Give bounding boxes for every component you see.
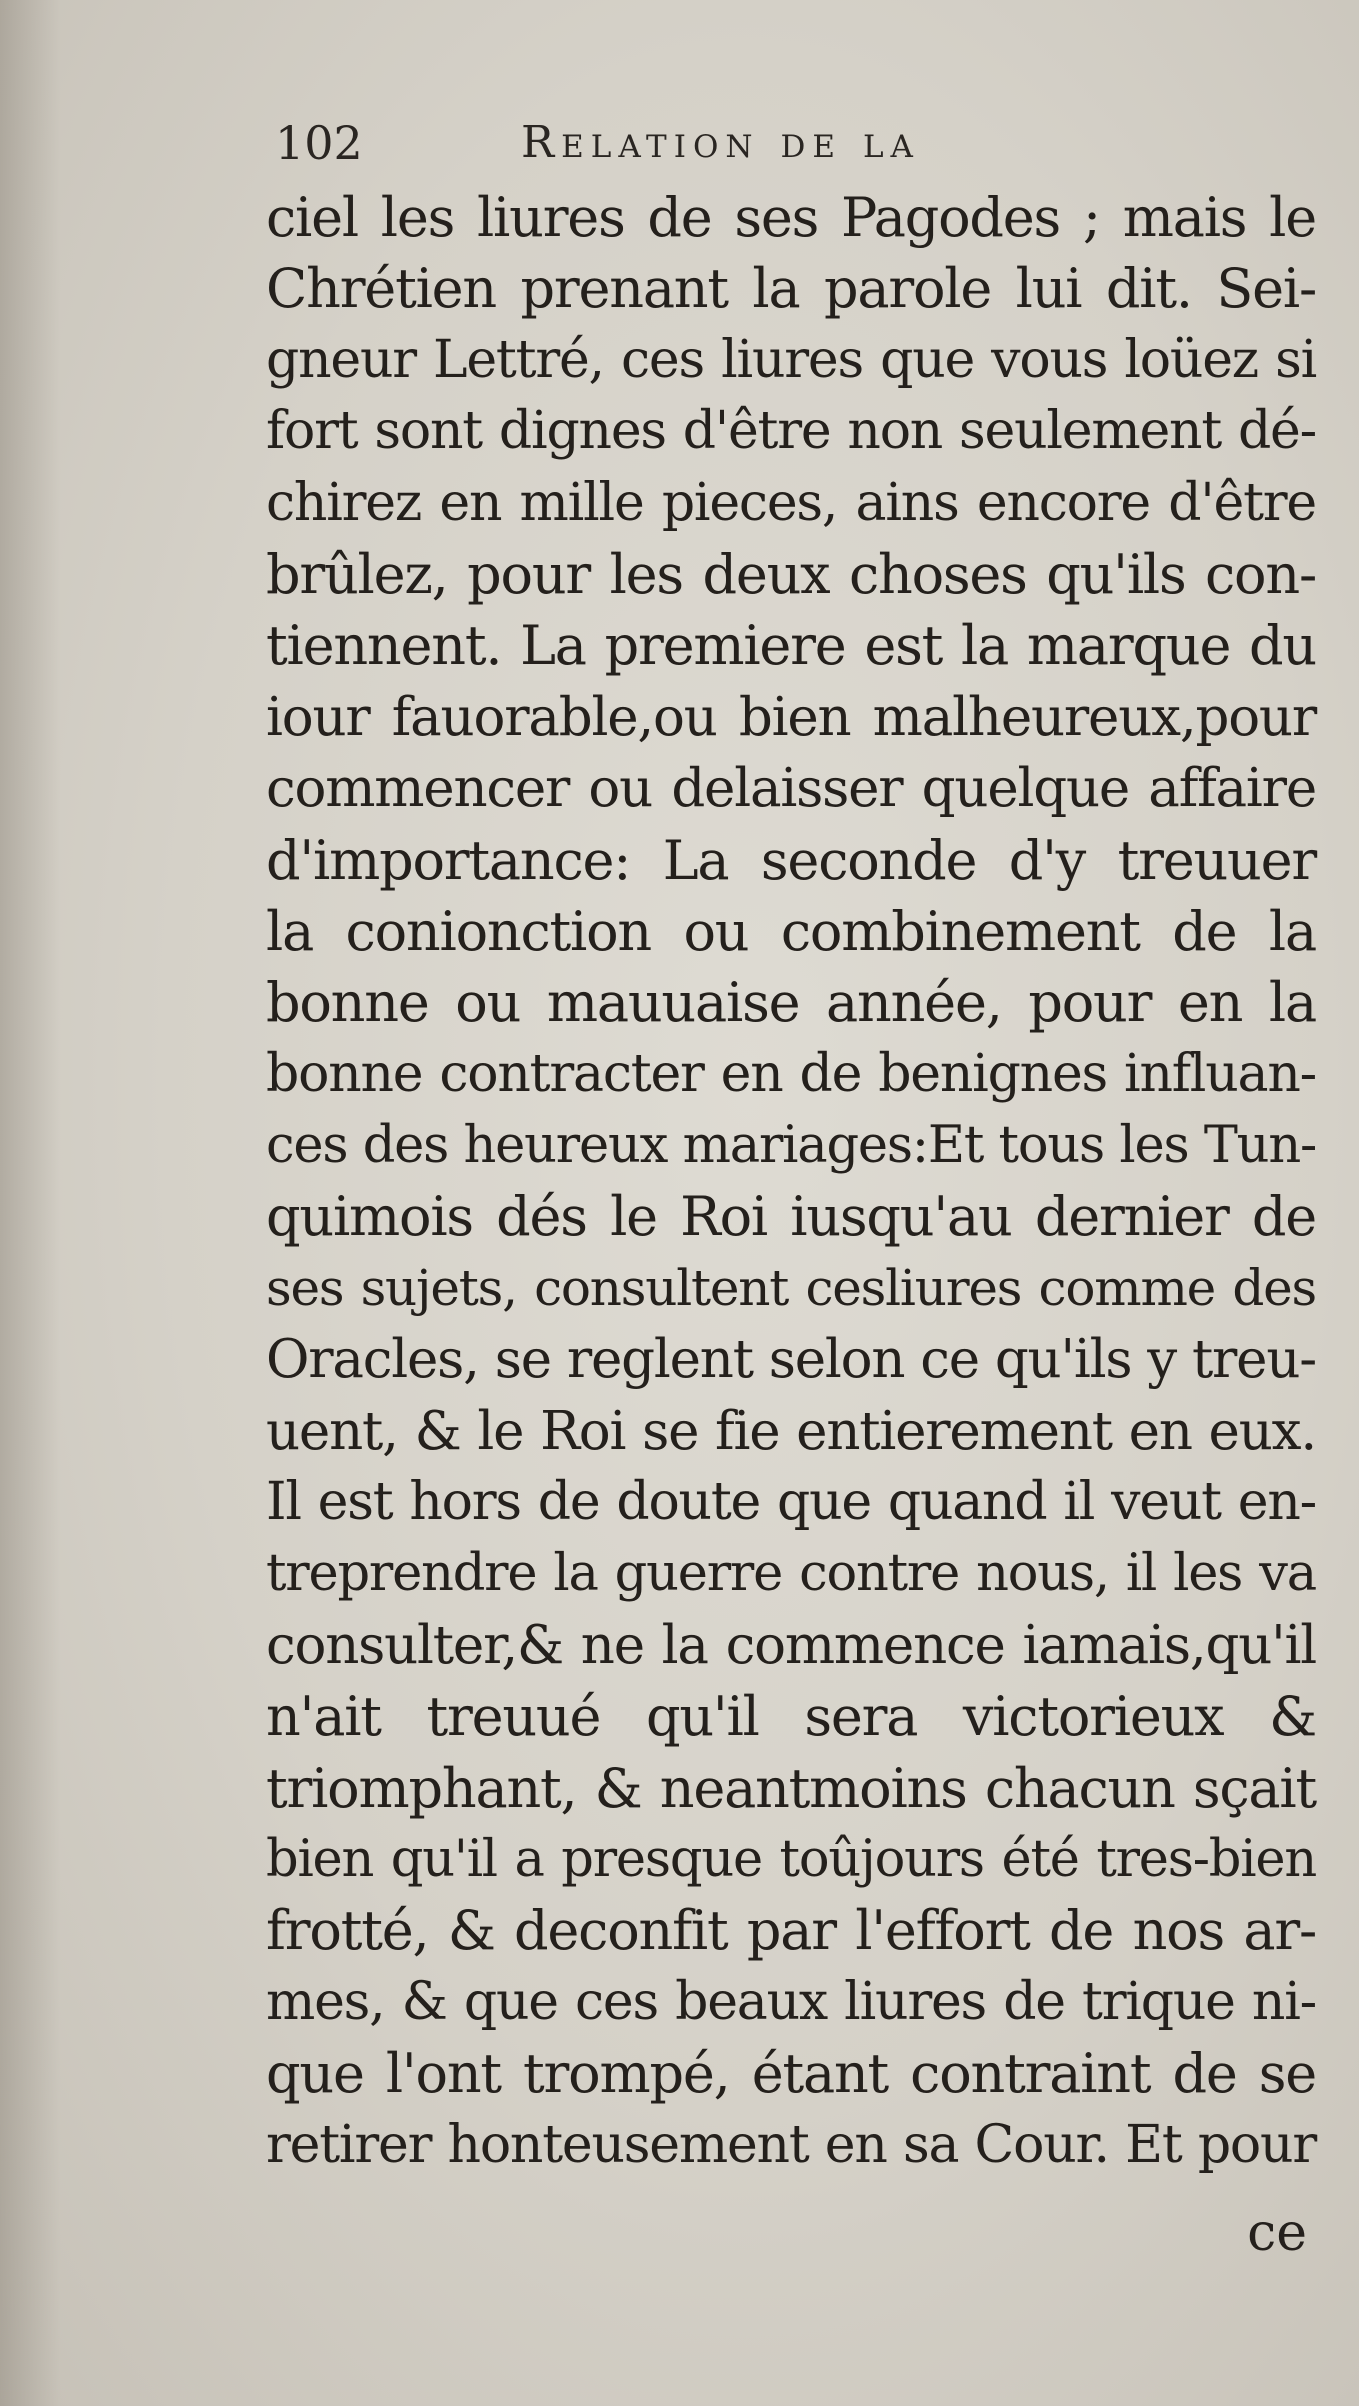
text-line: bonne contracter en de benignes influan- (266, 1043, 1316, 1104)
text-line: commencer ou delaisser quelque affaire (266, 758, 1316, 820)
text-line: uent, & le Roi se fie entierement en eux. (266, 1400, 1316, 1462)
catchword: ce (1247, 2203, 1307, 2263)
text-line: bien qu'il a presque toûjours été tres-bien (266, 1829, 1316, 1889)
body-text (266, 182, 1316, 2181)
text-line: la conionction ou combinement de la (266, 899, 1316, 963)
text-line: frotté, & deconfit par l'effort de nos ar- (266, 1899, 1316, 1963)
text-line: bonne ou mauuaise année, pour en la (266, 971, 1316, 1035)
text-line: mes, & que ces beaux liures de trique ni- (266, 1971, 1316, 2032)
page-header (275, 108, 1315, 178)
text-line: Chrétien prenant la parole lui dit. Sei- (266, 257, 1316, 321)
text-line: triomphant, & neantmoins chacun sçait (266, 1756, 1316, 1820)
text-line: ces des heureux mariages:Et tous les Tun- (266, 1116, 1316, 1176)
text-line: Il est hors de doute que quand il veut en- (266, 1472, 1316, 1533)
text-line: Oracles, se reglent selon ce qu'ils y treu- (266, 1329, 1316, 1391)
text-line: iour fauorable,ou bien malheureux,pour (266, 686, 1316, 748)
page-number: 102 (275, 116, 363, 170)
text-line: ses sujets, consultent cesliures comme des (266, 1258, 1316, 1317)
text-line: quimois dés le Roi iusqu'au dernier de (266, 1185, 1316, 1249)
text-line: brûlez, pour les deux choses qu'ils con- (266, 542, 1316, 606)
text-line: chirez en mille pieces, ains encore d'être (266, 472, 1316, 533)
gutter-shadow (0, 0, 60, 2406)
text-line: consulter,& ne la commence iamais,qu'il (266, 1614, 1316, 1676)
text-line: que l'ont trompé, étant contraint de se (266, 2042, 1316, 2106)
text-line: retirer honteusement en sa Cour. Et pour (266, 2114, 1316, 2175)
text-line: ciel les liures de ses Pagodes ; mais le (266, 186, 1316, 249)
text-line: d'importance: La seconde d'y treuuer (266, 828, 1316, 892)
text-line: treprendre la guerre contre nous, il les va (266, 1544, 1316, 1604)
text-line: n'ait treuué qu'il sera victorieux & (266, 1685, 1316, 1749)
text-line: gneur Lettré, ces liures que vous loüez si (266, 329, 1316, 390)
running-head: Relation de la (521, 117, 920, 168)
text-line: tiennent. La premiere est la marque du (266, 614, 1316, 678)
text-line: fort sont dignes d'être non seulement dé- (266, 401, 1316, 462)
